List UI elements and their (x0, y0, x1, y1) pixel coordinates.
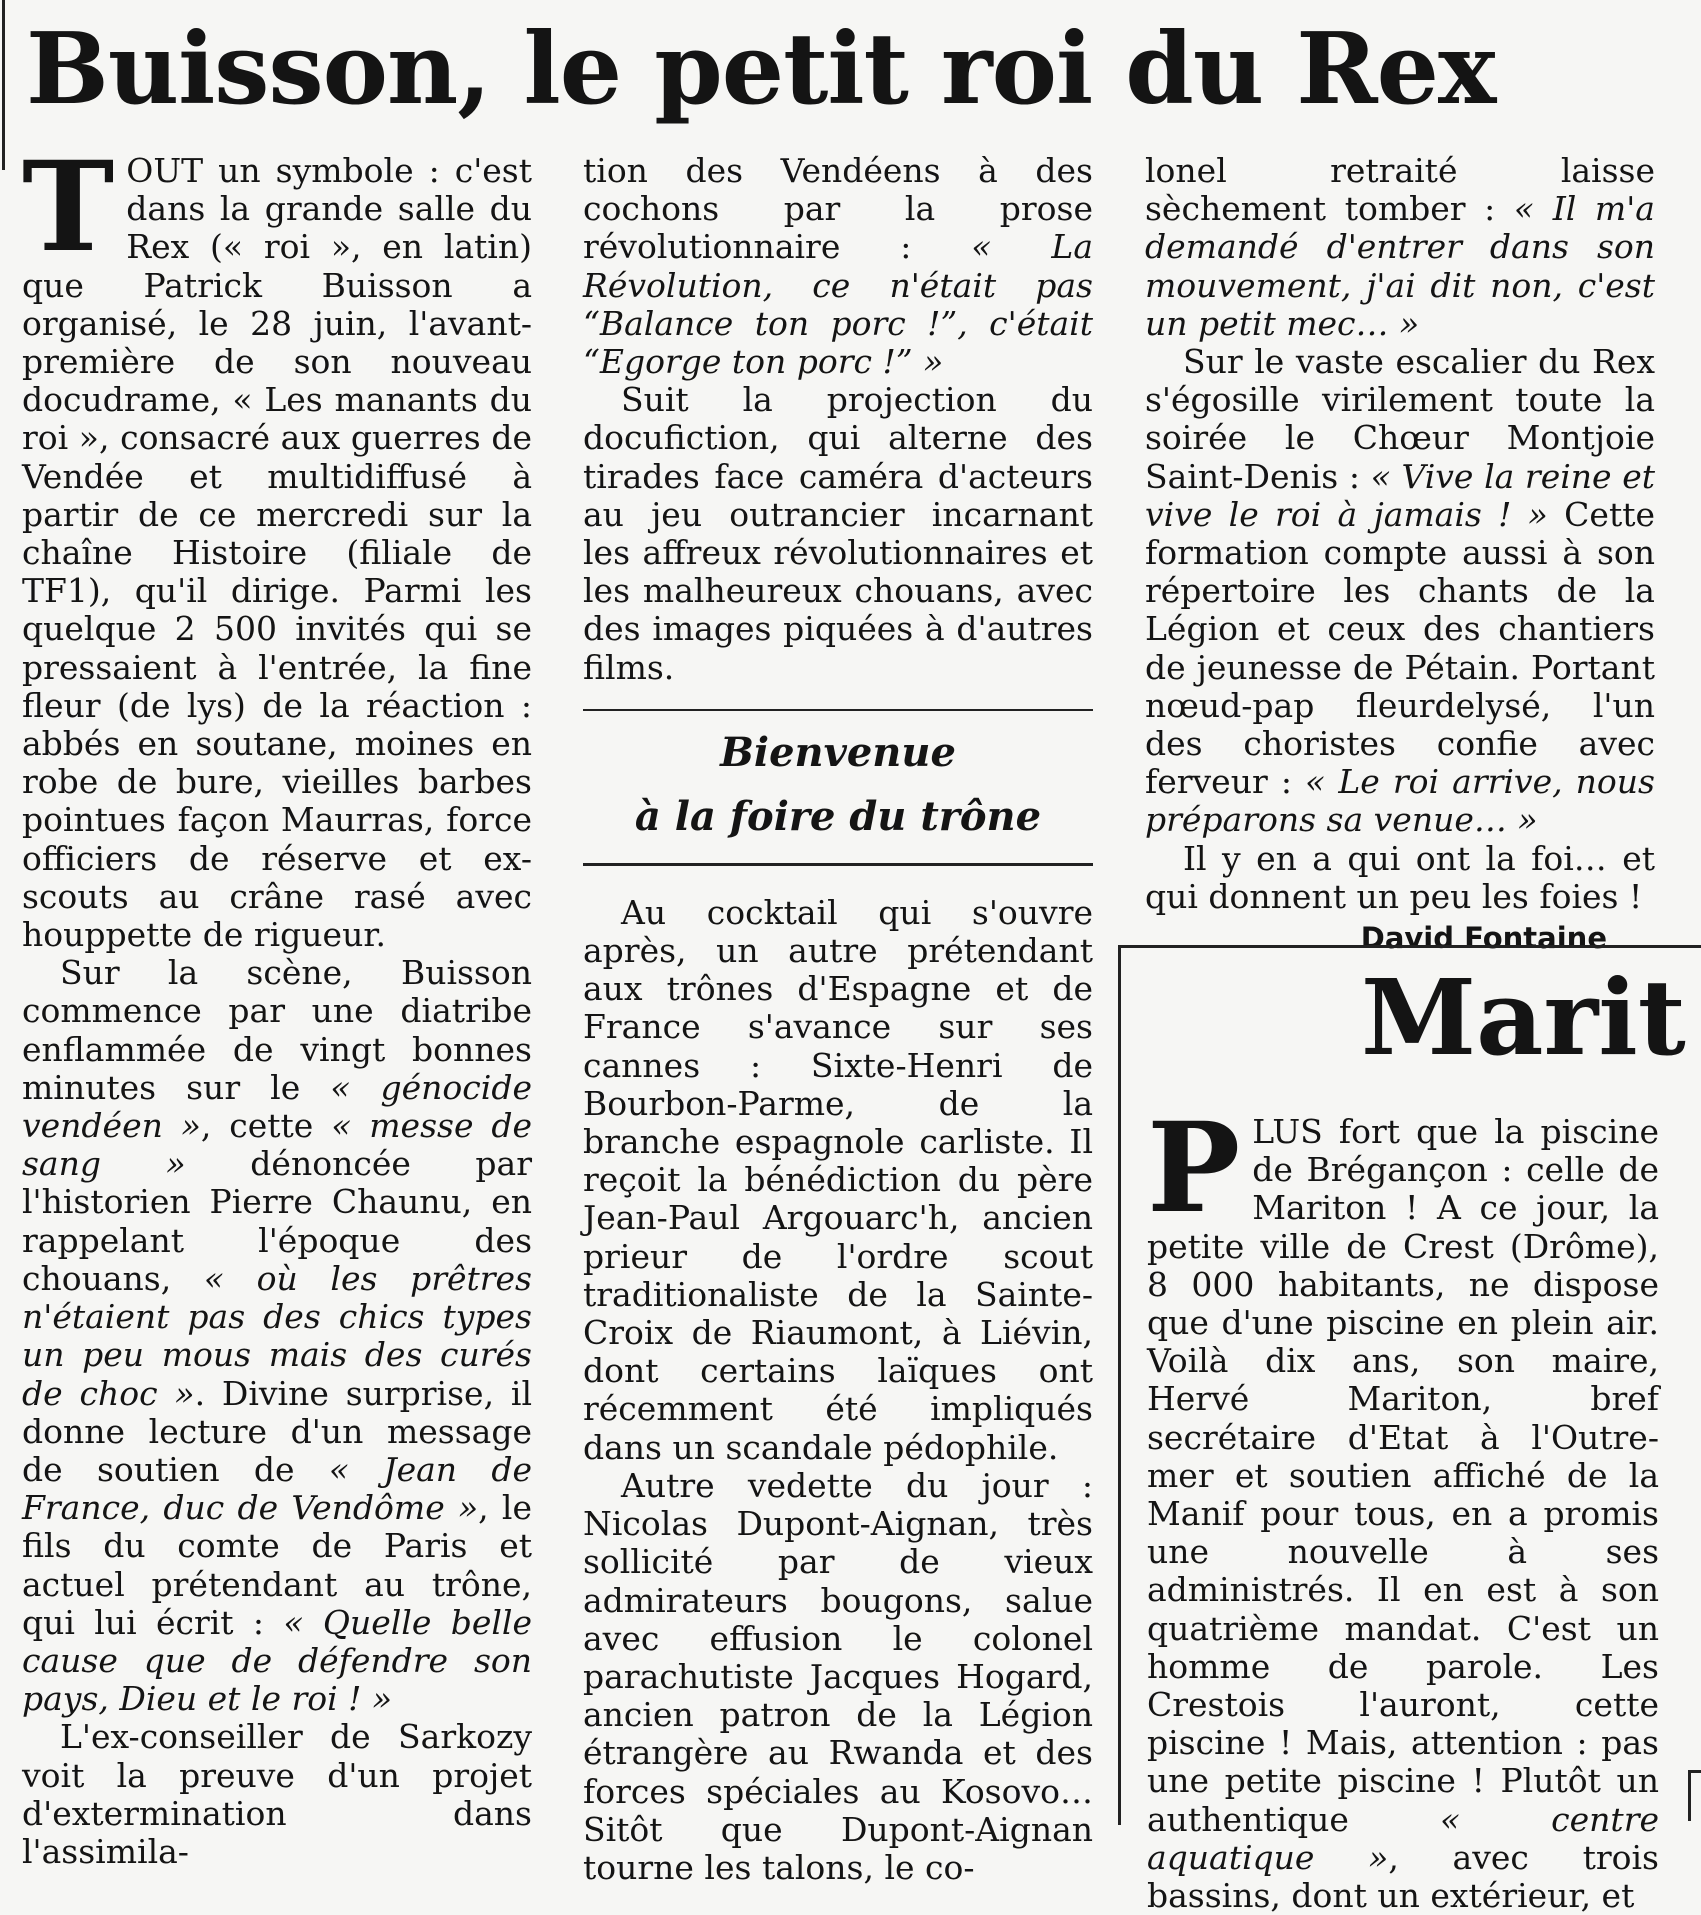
quote: « où les prêtres n'étaient pas des chics types un peu mous mais des curés de choc » (22, 1258, 532, 1413)
divider (583, 863, 1093, 866)
quote: « génocide vendéen » (22, 1067, 532, 1146)
subheading-line: Bienvenue (720, 728, 956, 776)
article-column-3 (1145, 152, 1655, 958)
quote: « Vive la reine et vive le roi à jamais ! » (1145, 456, 1655, 534)
divider (583, 709, 1093, 711)
paragraph: Au cocktail qui s'ouvre après, un autre prétendant aux trônes d'Espagne et de France s'avance sur ses cannes : Sixte-Henri de Bourbon-Parme, de la branche espagnole carliste. Il reçoit la bénédiction du père Jean-Paul Argouarc'h, ancien prieur de l'ordre scout traditionaliste de la Sainte-Croix de Riaumont, à Liévin, dont certains laïques ont récemment été impliqués dans un scandale pédophile. (583, 892, 1093, 1467)
paragraph-text: tion des Vendéens à des cochons par la prose révolutionnaire : (583, 151, 1093, 267)
paragraph-text: . Divine surprise, il donne lecture d'un message de soutien de (22, 1373, 532, 1489)
paragraph-text: Sur la scène, Buisson commence par une diatribe enflammée de vingt bonnes minutes sur le (22, 953, 532, 1107)
article-column-2 (583, 152, 1093, 1887)
paragraph-text: , avec trois bassins, dont un extérieur, et (1147, 1837, 1659, 1915)
quote: « Le roi arrive, nous préparons sa venue… » (1145, 762, 1655, 840)
paragraph (1145, 343, 1655, 840)
byline: David Fontaine (1360, 921, 1607, 956)
dropcap: P (1147, 1096, 1241, 1241)
paragraph: Il y en a qui ont la foi… et qui donnent un peu les foies ! (1145, 838, 1655, 916)
paragraph: L'ex-conseiller de Sarkozy voit la preuve d'un projet d'extermination dans l'assimila- (22, 1717, 532, 1871)
paragraph-text: dénoncée par l'historien Pierre Chaunu, en rappelant l'époque des chouans, (22, 1144, 533, 1298)
quote: « centre aquatique » (1147, 1799, 1660, 1877)
page-edge-rule (2, 0, 5, 170)
dropcap: T (22, 135, 115, 280)
paragraph-text: Sur le vaste escalier du Rex s'égosille virilement toute la soirée le Chœur Montjoie Saint-Denis : (1145, 342, 1655, 496)
paragraph: Autre vedette du jour : Nicolas Dupont-Aignan, très sollicité par de vieux admirateurs bougons, salue avec effusion le colonel parachutiste Jacques Hogard, ancien patron de la Légion étrangère au Rwanda et des forces spéciales au Kosovo… Sitôt que Dupont-Aignan tourne les talons, le co- (583, 1465, 1093, 1887)
paragraph-text: lonel retraité laisse sèchement tomber : (1145, 151, 1655, 229)
paragraph (583, 152, 1093, 381)
paragraph-text: , cette (200, 1106, 332, 1146)
sidebar-title: Marit (1361, 956, 1686, 1079)
quote: « Quelle belle cause que de défendre son pays, Dieu et le roi ! » (22, 1602, 532, 1719)
paragraph-text: LUS fort que la piscine de Brégançon : celle de Mariton ! A ce jour, la petite ville de Crest (Drôme), 8 000 habitants, ne dispose que d'une piscine en plein air. Voilà dix ans, son maire, Hervé Mariton, bref secrétaire d'Etat à l'Outre-mer et soutien affiché de la Manif pour tous, en a promis une nouvelle à ses administrés. Il en est à son quatrième mandat. C'est un homme de parole. Les Crestois l'auront, cette piscine ! Mais, attention : pas une petite piscine ! Plutôt un authentique (1147, 1112, 1659, 1839)
subheading (583, 721, 1093, 849)
paragraph: Suit la projection du docufiction, qui alterne des tirades face caméra d'acteurs au jeu outrancier incarnant les affreux révolutionnaires et les malheureux chouans, avec des images piquées à d'autres films. (583, 380, 1093, 687)
paragraph-text: OUT un symbole : c'est dans la grande salle du Rex (« roi », en latin) que Patrick Buisson a organisé, le 28 juin, l'avant-première de son nouveau docudrame, « Les manants du roi », consacré aux guerres de Vendée et multidiffusé à partir de ce mercredi sur la chaîne Histoire (filiale de TF1), qu'il dirige. Parmi les quelque 2 500 invités qui se pressaient à l'entrée, la fine fleur (de lys) de la réaction : abbés en soutane, moines en robe de bure, vieilles barbes pointues façon Maurras, force officiers de réserve et ex-scouts au crâne rasé avec houppette de rigueur. (22, 151, 532, 955)
paragraph (22, 954, 532, 1718)
article-column-1 (22, 135, 533, 1871)
paragraph-text: , le fils du comte de Paris et actuel prétendant au trône, qui lui écrit : (22, 1488, 532, 1642)
lead-paragraph (22, 135, 532, 955)
subheading-line: à la foire du trône (634, 792, 1042, 840)
adjacent-box-corner (1688, 1770, 1701, 1821)
sidebar-article-box (1118, 945, 1701, 1915)
paragraph-text: Cette formation compte aussi à son répertoire les chants de la Légion et ceux des chantiers de jeunesse de Pétain. Portant nœud-pap fleurdelysé, l'un des choristes confie avec ferveur : (1145, 494, 1655, 802)
paragraph (1147, 1096, 1660, 1915)
quote: « La Révolution, ce n'était pas “Balance ton porc !”, c'était “Egorge ton porc !” » (583, 227, 1093, 382)
quote: « Il m'a demandé d'entrer dans son mouvement, j'ai dit non, c'est un petit mec… » (1145, 189, 1655, 343)
sidebar-body (1147, 1096, 1660, 1915)
paragraph (1145, 152, 1655, 343)
headline: Buisson, le petit roi du Rex (26, 12, 1496, 127)
quote: « Jean de France, duc de Vendôme » (22, 1449, 532, 1528)
quote: « messe de sang » (22, 1106, 532, 1184)
